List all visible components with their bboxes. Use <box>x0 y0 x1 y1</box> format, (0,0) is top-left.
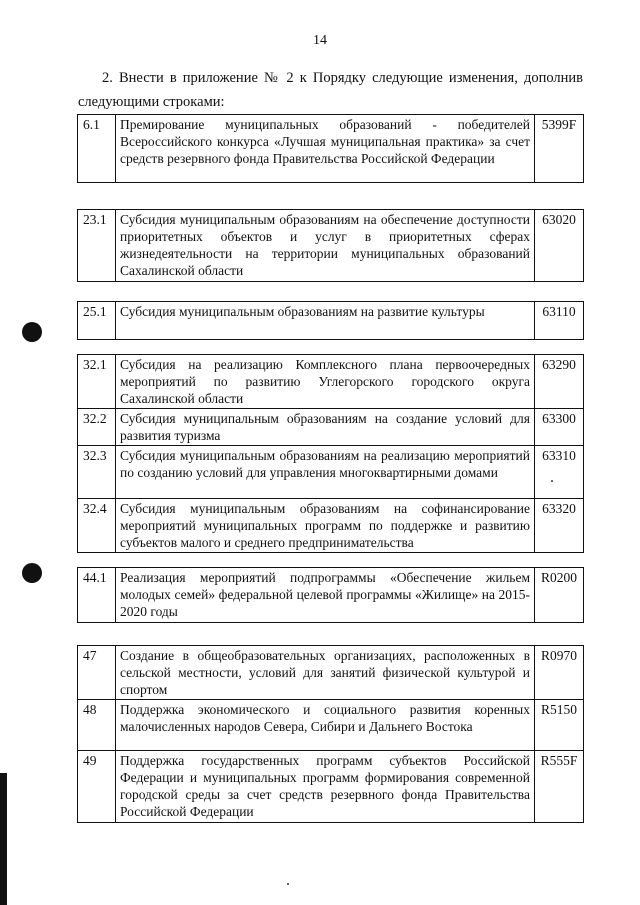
row-code: 63290 <box>535 355 584 409</box>
punch-hole-lower <box>22 563 42 583</box>
table-row <box>78 446 584 499</box>
row-description: Субсидия на реализацию Комплексного плана первоочередных мероприятий по развитию Углегорского городского округа Сахалинской области <box>116 355 535 409</box>
row-code: R0970 <box>535 646 584 700</box>
row-description: Премирование муниципальных образований - победителей Всероссийского конкурса «Лучшая муниципальная практика» за счет средств резервного фонда Правительства Российской Федерации <box>116 115 535 183</box>
row-description: Субсидия муниципальным образованиям на реализацию мероприятий по созданию условий для управления многоквартирными домами <box>116 446 535 499</box>
row-code: 63020 <box>535 210 584 282</box>
row-code: 63110 <box>535 302 584 340</box>
punch-hole-upper <box>22 322 42 342</box>
table-1 <box>77 114 584 183</box>
row-number: 32.4 <box>78 499 116 553</box>
row-description: Субсидия муниципальным образованиям на развитие культуры <box>116 302 535 340</box>
table-2 <box>77 209 584 282</box>
row-code: 63300 <box>535 409 584 446</box>
row-code: 63310 <box>535 446 584 499</box>
row-description: Поддержка государственных программ субъектов Российской Федерации и муниципальных программ формирования современной городской среды за счет средств резервного фонда Правительства Российской Федерации <box>116 751 535 823</box>
row-description: Создание в общеобразовательных организациях, расположенных в сельской местности, условий для занятий физической культурой и спортом <box>116 646 535 700</box>
table-4 <box>77 354 584 553</box>
table-row <box>78 646 584 700</box>
row-description: Субсидия муниципальным образованиям на обеспечение доступности приоритетных объектов и услуг в приоритетных сферах жизнедеятельности на территории муниципальных образований Сахалинской области <box>116 210 535 282</box>
table-row <box>78 210 584 282</box>
table-row <box>78 751 584 823</box>
row-code: 63320 <box>535 499 584 553</box>
row-number: 44.1 <box>78 568 116 623</box>
row-description: Субсидия муниципальным образованиям на создание условий для развития туризма <box>116 409 535 446</box>
row-number: 25.1 <box>78 302 116 340</box>
row-number: 32.3 <box>78 446 116 499</box>
row-number: 32.1 <box>78 355 116 409</box>
table-5 <box>77 567 584 623</box>
row-number: 32.2 <box>78 409 116 446</box>
row-code: 5399F <box>535 115 584 183</box>
intro-paragraph: 2. Внести в приложение № 2 к Порядку следующие изменения, дополнив следующими строками: <box>78 70 583 110</box>
table-row <box>78 409 584 446</box>
page-number: 14 <box>313 33 327 48</box>
scan-speck <box>287 883 289 885</box>
row-code: R555F <box>535 751 584 823</box>
row-code: R5150 <box>535 700 584 751</box>
row-number: 47 <box>78 646 116 700</box>
row-description: Субсидия муниципальным образованиям на софинансирование мероприятий муниципальных программ по поддержке и развитию субъектов малого и среднего предпринимательства <box>116 499 535 553</box>
scan-speck <box>551 480 553 482</box>
row-number: 48 <box>78 700 116 751</box>
scan-edge-shadow <box>0 773 7 905</box>
table-3 <box>77 301 584 340</box>
row-number: 49 <box>78 751 116 823</box>
table-row <box>78 700 584 751</box>
table-row <box>78 355 584 409</box>
row-code: R0200 <box>535 568 584 623</box>
row-number: 6.1 <box>78 115 116 183</box>
table-row <box>78 499 584 553</box>
table-6 <box>77 645 584 823</box>
row-number: 23.1 <box>78 210 116 282</box>
table-row <box>78 568 584 623</box>
row-description: Реализация мероприятий подпрограммы «Обеспечение жильем молодых семей» федеральной целевой программы «Жилище» на 2015-2020 годы <box>116 568 535 623</box>
row-description: Поддержка экономического и социального развития коренных малочисленных народов Севера, Сибири и Дальнего Востока <box>116 700 535 751</box>
table-row <box>78 302 584 340</box>
table-row <box>78 115 584 183</box>
